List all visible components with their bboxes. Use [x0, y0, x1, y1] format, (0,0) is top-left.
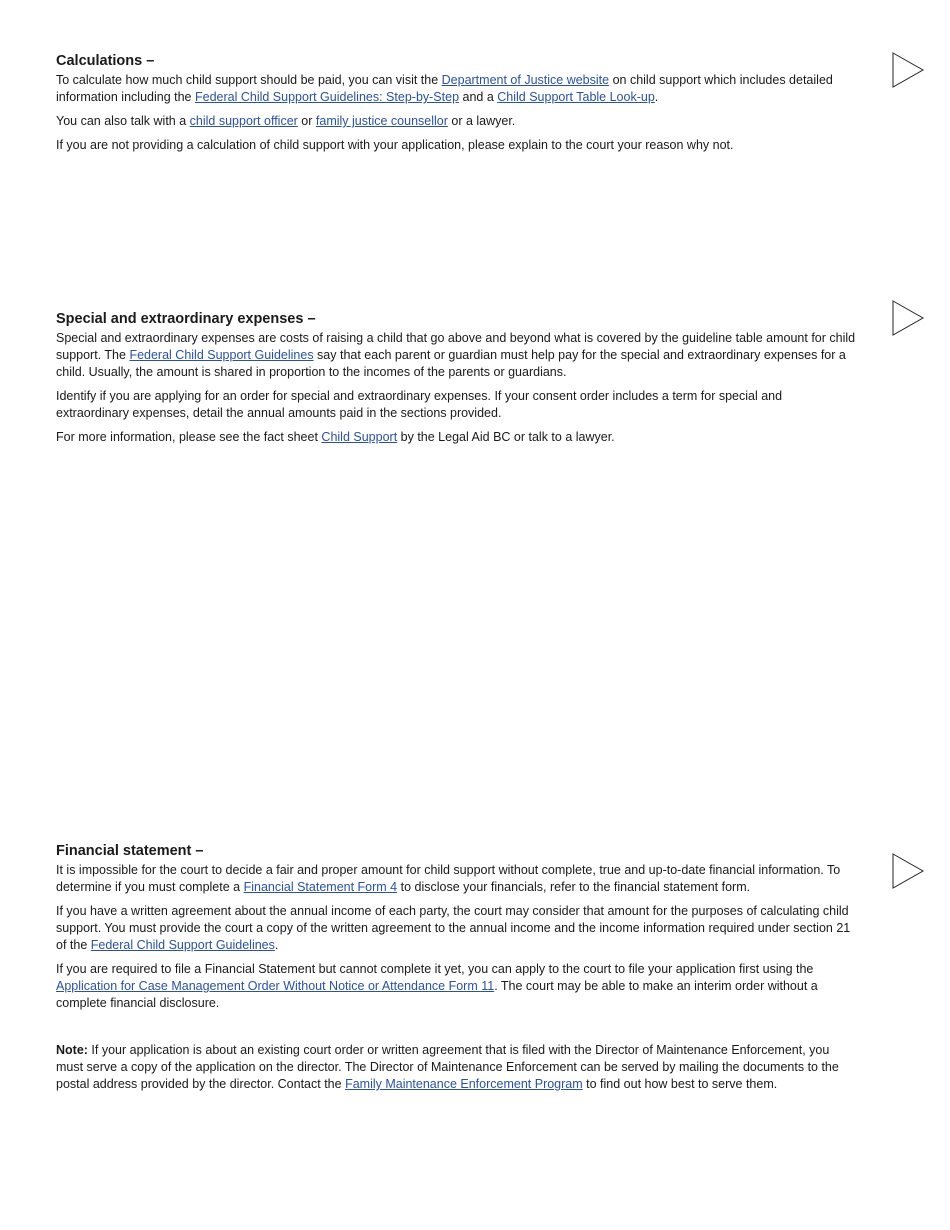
text: To calculate how much child support should be paid, you can visit the — [56, 73, 442, 87]
fmep-link[interactable]: Family Maintenance Enforcement Program — [345, 1077, 583, 1091]
text: If you have a written agreement about the annual income of each party, the court may consider that amount for the purposes of calculating child support. You must provide the court a copy of the written agreement to the annual income and the income information required under section 21 of the — [56, 904, 851, 952]
text: If you are required to file a Financial Statement but cannot complete it yet, you can apply to the court to file your application first using the — [56, 962, 814, 976]
text: on child support which includes detailed information including the — [56, 73, 833, 104]
expand-arrow-icon[interactable] — [892, 52, 924, 88]
special-expenses-section — [56, 310, 856, 453]
financial-statement-section — [56, 842, 856, 1019]
special-expenses-heading: Special and extraordinary expenses – — [56, 311, 316, 327]
expand-arrow-icon[interactable] — [892, 853, 924, 889]
financial-paragraph — [56, 903, 856, 954]
calculations-heading: Calculations – — [56, 53, 155, 69]
step-by-step-link[interactable]: Federal Child Support Guidelines: Step-by-Step — [194, 90, 460, 104]
calculations-section — [56, 52, 856, 161]
department-of-justice-link[interactable]: Department of Justice website — [441, 73, 610, 87]
text: . — [654, 90, 659, 104]
financial-statement-form-4-link[interactable]: Financial Statement Form 4 — [243, 880, 398, 894]
text: . — [274, 938, 279, 952]
text: say that each parent or guardian must help pay for the special and extraordinary expenses for a child. Usually, the amount is shared in proportion to the incomes of the parents or guardians. — [56, 348, 846, 379]
text: Special and extraordinary expenses are costs of raising a child that go above and beyond what is covered by the guideline table amount for child support. The — [56, 331, 856, 362]
family-justice-counsellor-link[interactable]: family justice counsellor — [315, 114, 448, 128]
expand-arrow-icon[interactable] — [892, 300, 924, 336]
child-support-officer-link[interactable]: child support officer — [189, 114, 298, 128]
financial-paragraph — [56, 862, 856, 896]
text: to disclose your financials, refer to the financial statement form. — [397, 880, 751, 894]
text: by the Legal Aid BC or talk to a lawyer. — [397, 430, 615, 444]
financial-statement-heading: Financial statement – — [56, 843, 204, 859]
note-paragraph — [56, 1042, 856, 1093]
guidelines-link[interactable]: Federal Child Support Guidelines — [129, 348, 314, 362]
text: If your application is about an existing court order or written agreement that is filed with the Director of Maintenance Enforcement, you must serve a copy of the application on the director. The Director of Maintenance Enforcement can be served by mailing the documents to the postal address provided by the director. Contact the — [56, 1043, 839, 1091]
special-paragraph: Identify if you are applying for an order for special and extraordinary expenses. If your consent order includes a term for special and extraordinary expenses, detail the annual amounts paid in the sections provided. — [56, 389, 783, 420]
guidelines-link[interactable]: Federal Child Support Guidelines — [90, 938, 275, 952]
note-section — [56, 1042, 856, 1100]
text: For more information, please see the fact sheet — [56, 430, 322, 444]
text: and a — [459, 90, 498, 104]
note-label: Note: — [56, 1043, 88, 1057]
special-paragraph — [56, 429, 856, 446]
financial-paragraph — [56, 961, 856, 1012]
calculations-paragraph: If you are not providing a calculation of child support with your application, please explain to the court your reason why not. — [56, 138, 734, 152]
text: . The court may be able to make an interim order without a complete financial disclosure. — [56, 979, 818, 1010]
table-look-up-link[interactable]: Child Support Table Look-up — [497, 90, 655, 104]
child-support-fact-sheet-link[interactable]: Child Support — [321, 430, 398, 444]
text: or a lawyer. — [447, 114, 516, 128]
text: or — [297, 114, 316, 128]
text: You can also talk with a — [56, 114, 190, 128]
form-11-link[interactable]: Application for Case Management Order Without Notice or Attendance Form 11 — [56, 979, 495, 993]
text: to find out how best to serve them. — [582, 1077, 778, 1091]
calculations-paragraph — [56, 113, 856, 130]
text: It is impossible for the court to decide a fair and proper amount for child support without complete, true and up-to-date financial information. To determine if you must complete a — [56, 863, 841, 894]
special-paragraph — [56, 330, 856, 381]
calculations-paragraph — [56, 72, 856, 106]
